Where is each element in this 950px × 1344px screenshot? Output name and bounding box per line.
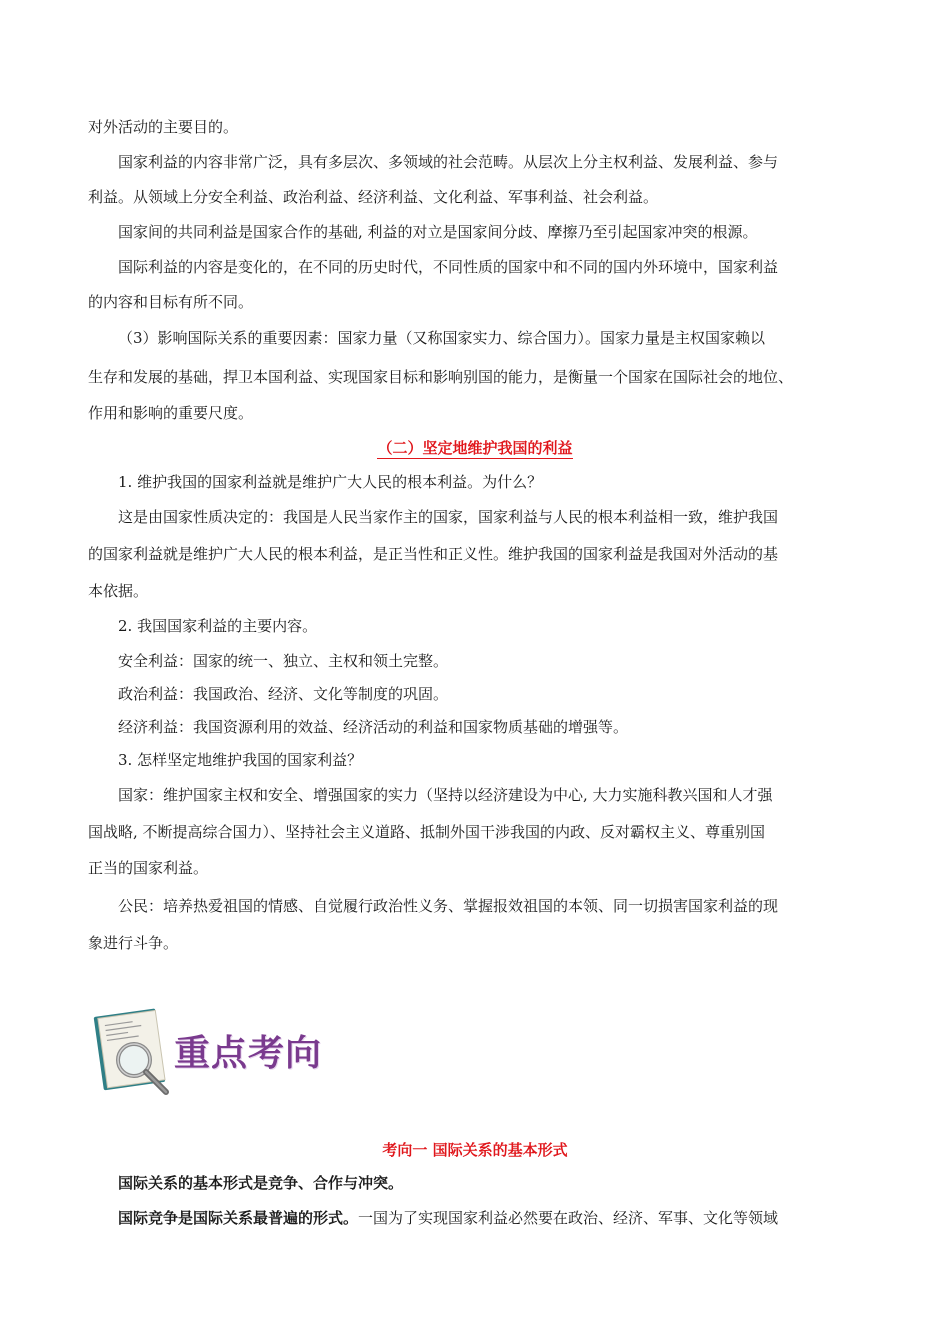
paragraph-line: 的国家利益就是维护广大人民的根本利益，是正当性和正义性。维护我国的国家利益是我国对外活动的基 bbox=[88, 545, 779, 563]
bold-line: 国际关系的基本形式是竞争、合作与冲突。 bbox=[118, 1174, 404, 1192]
banner-title: 重点考向 bbox=[174, 1033, 323, 1074]
paragraph-line: 对外活动的主要目的。 bbox=[88, 118, 239, 136]
section-heading-2: 考向一 国际关系的基本形式 bbox=[382, 1141, 568, 1159]
paragraph-rest: 一国为了实现国家利益必然要在政治、经济、军事、文化等领域 bbox=[358, 1209, 779, 1227]
paragraph-line: 这是由国家性质决定的：我国是人民当家作主的国家，国家利益与人民的根本利益相一致，维护我国 bbox=[118, 508, 779, 526]
paragraph-line: 公民：培养热爱祖国的情感、自觉履行政治性义务、掌握报效祖国的本领、同一切损害国家利益的现 bbox=[118, 897, 779, 915]
paragraph-line: 的内容和目标有所不同。 bbox=[88, 293, 254, 311]
paragraph-line: 国家利益的内容非常广泛，具有多层次、多领域的社会范畴。从层次上分主权利益、发展利益、参与 bbox=[118, 153, 779, 171]
paragraph-line: 经济利益：我国资源利用的效益、经济活动的利益和国家物质基础的增强等。 bbox=[118, 718, 629, 736]
paragraph-line: 象进行斗争。 bbox=[88, 934, 179, 952]
paragraph-line: 本依据。 bbox=[88, 582, 149, 600]
paragraph-line: 利益。从领域上分安全利益、政治利益、经济利益、文化利益、军事利益、社会利益。 bbox=[88, 188, 659, 206]
paragraph-line: 生存和发展的基础，捍卫本国利益、实现国家目标和影响别国的能力，是衡量一个国家在国际社会的地位、 bbox=[88, 368, 794, 386]
paragraph-line: 作用和影响的重要尺度。 bbox=[88, 404, 254, 422]
paragraph-line: 政治利益：我国政治、经济、文化等制度的巩固。 bbox=[118, 685, 449, 703]
paragraph-line: 国家间的共同利益是国家合作的基础, 利益的对立是国家间分歧、摩擦乃至引起国家冲突的根源。 bbox=[118, 223, 758, 241]
section-heading-text: （二）坚定地维护我国的利益 bbox=[377, 439, 573, 457]
section-heading bbox=[0, 438, 950, 458]
question-line: 1. 维护我国的国家利益就是维护广大人民的根本利益。为什么？ bbox=[118, 473, 543, 491]
question-line: 2. 我国国家利益的主要内容。 bbox=[118, 617, 318, 635]
bold-lead: 国际竞争是国际关系最普遍的形式。 bbox=[118, 1209, 359, 1227]
paragraph-line: 安全利益：国家的统一、独立、主权和领土完整。 bbox=[118, 652, 449, 670]
paragraph-line: 国战略, 不断提高综合国力）、坚持社会主义道路、抵制外国干涉我国的内政、反对霸权主义、尊重别国 bbox=[88, 823, 766, 841]
paragraph-line: 正当的国家利益。 bbox=[88, 859, 209, 877]
paragraph-line: 国家：维护国家主权和安全、增强国家的实力（坚持以经济建设为中心, 大力实施科教兴国和人才强 bbox=[118, 786, 773, 804]
paragraph-line: （3）影响国际关系的重要因素：国家力量（又称国家实力、综合国力）。国家力量是主权国家赖以 bbox=[118, 329, 766, 347]
paragraph-line: 国际利益的内容是变化的，在不同的历史时代，不同性质的国家中和不同的国内外环境中，国家利益 bbox=[118, 258, 779, 276]
paragraph-line bbox=[118, 1208, 778, 1228]
question-line: 3. 怎样坚定地维护我国的国家利益？ bbox=[118, 751, 363, 769]
